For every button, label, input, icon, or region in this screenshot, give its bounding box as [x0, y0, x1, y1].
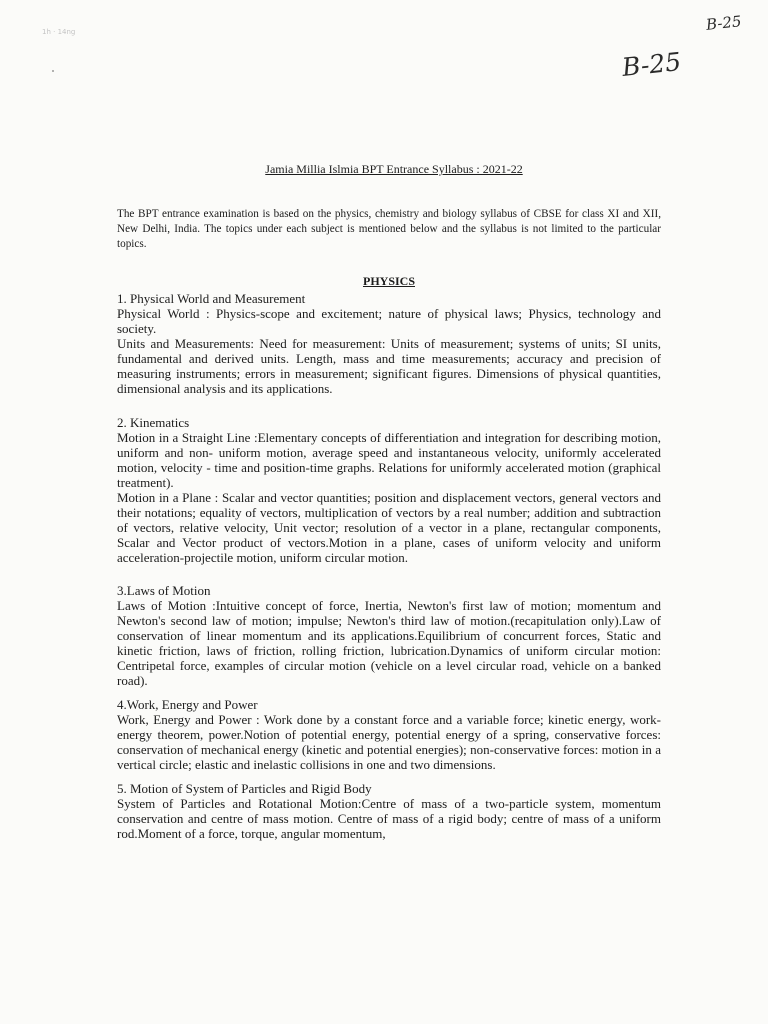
- topic-laws-of-motion: [117, 583, 661, 688]
- document-body: [117, 162, 661, 841]
- topic-physical-world: [117, 291, 661, 396]
- topic-paragraph: Motion in a Plane : Scalar and vector quantities; position and displacement vectors, general vectors and their notations; equality of vectors, multiplication of vectors by a real number; addition and subtraction of vectors, relative velocity, Unit vector; resolution of a vector in a plane, rectangular components, Scalar and Vector product of vectors.Motion in a plane, cases of uniform velocity and uniform acceleration-projectile motion, uniform circular motion.: [117, 490, 661, 565]
- section-spacer: [117, 772, 661, 781]
- topic-heading: 2. Kinematics: [117, 415, 190, 430]
- handwritten-code-small: B-25: [705, 12, 743, 34]
- topic-heading: 4.Work, Energy and Power: [117, 697, 258, 712]
- topic-system-of-particles: [117, 781, 661, 841]
- intro-paragraph: The BPT entrance examination is based on the physics, chemistry and biology syllabus of CBSE for class XI and XII, New Delhi, India. The topics under each subject is mentioned below and the syllabus is not limited to the particular topics.: [117, 208, 661, 250]
- section-spacer: [117, 688, 661, 697]
- topic-heading: 5. Motion of System of Particles and Rigid Body: [117, 781, 372, 796]
- topic-heading: 3.Laws of Motion: [117, 583, 211, 598]
- section-spacer: [117, 565, 661, 583]
- document-title: Jamia Millia Islmia BPT Entrance Syllabus : 2021-22: [265, 162, 523, 176]
- topic-work-energy-power: [117, 697, 661, 772]
- topic-paragraph: Motion in a Straight Line :Elementary concepts of differentiation and integration for describing motion, uniform and non- uniform motion, average speed and instantaneous velocity, uniformly accelerated motion, velocity - time and position-time graphs. Relations for uniformly accelerated motion (graphical treatment).: [117, 430, 661, 490]
- topic-paragraph: Work, Energy and Power : Work done by a constant force and a variable force; kinetic energy, work-energy theorem, power.Notion of potential energy, potential energy of a spring, conservative forces: conservation of mechanical energy (kinetic and potential energies); non-conservative forces: motion in a vertical circle; elastic and inelastic collisions in one and two dimensions.: [117, 712, 661, 772]
- topic-paragraph: Laws of Motion :Intuitive concept of force, Inertia, Newton's first law of motion; momentum and Newton's second law of motion; impulse; Newton's third law of motion.(recapitulation only).Law of conservation of linear momentum and its applications.Equilibrium of concurrent forces, Static and kinetic friction, laws of friction, rolling friction, lubrication.Dynamics of uniform circular motion: Centripetal force, examples of circular motion (vehicle on a level circular road, vehicle on a banked road).: [117, 598, 661, 688]
- speck-mark: [52, 70, 54, 72]
- section-spacer: [117, 396, 661, 415]
- subject-heading-physics: PHYSICS: [362, 274, 415, 288]
- topic-paragraph: System of Particles and Rotational Motion:Centre of mass of a two-particle system, momentum conservation and centre of mass motion. Centre of mass of a rigid body; centre of mass of a uniform rod.Moment of a force, torque, angular momentum,: [117, 796, 661, 841]
- topic-heading: 1. Physical World and Measurement: [117, 291, 306, 306]
- corner-note: 1h · 14ng: [42, 28, 76, 36]
- topic-paragraph: Physical World : Physics-scope and excitement; nature of physical laws; Physics, technology and society.: [117, 306, 661, 336]
- topic-kinematics: [117, 415, 661, 565]
- handwritten-code-large: B-25: [620, 46, 683, 83]
- topic-paragraph: Units and Measurements: Need for measurement: Units of measurement; systems of units; SI units, fundamental and derived units. Length, mass and time measurements; accuracy and precision of measuring instruments; errors in measurement; significant figures. Dimensions of physical quantities, dimensional analysis and its applications.: [117, 336, 661, 396]
